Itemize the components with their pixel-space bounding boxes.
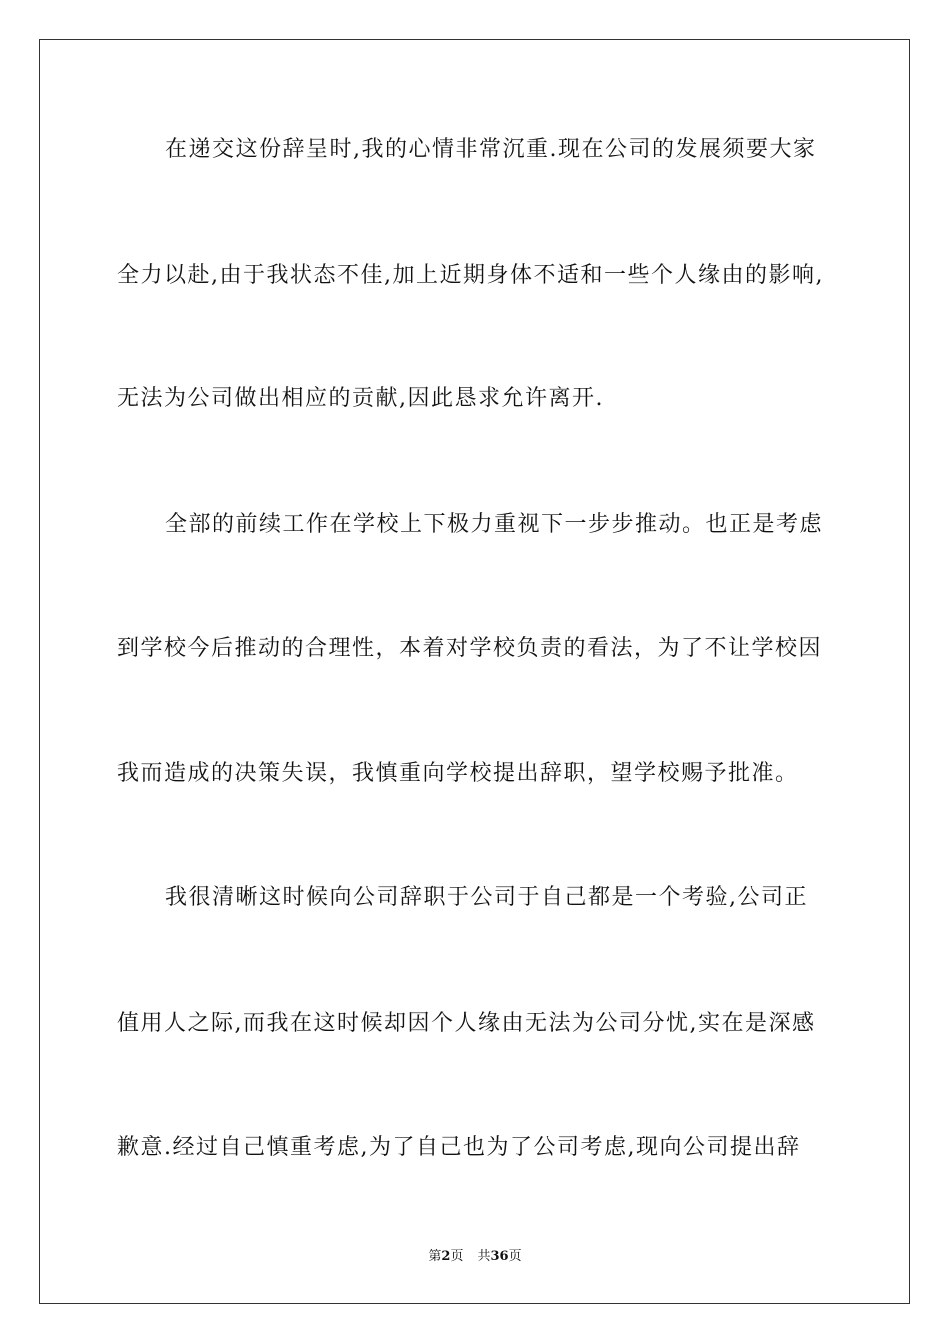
- paragraph-2-line-1: 全部的前续工作在学校上下极力重视下一步步推动。也正是考虑: [165, 512, 824, 537]
- paragraph-1-line-1: 在递交这份辞呈时,我的心情非常沉重.现在公司的发展须要大家: [165, 137, 817, 162]
- paragraph-3-line-1: 我很清晰这时候向公司辞职于公司于自己都是一个考验,公司正: [165, 885, 808, 910]
- paragraph-1-line-2: 全力以赴,由于我状态不佳,加上近期身体不适和一些个人缘由的影响,: [117, 263, 824, 288]
- paragraph-1-line-3: 无法为公司做出相应的贡献,因此恳求允许离开.: [117, 386, 604, 411]
- paragraph-3-line-2: 值用人之际,而我在这时候却因个人缘由无法为公司分忧,实在是深感: [117, 1011, 816, 1036]
- page-footer: [0, 1248, 950, 1266]
- page-border: [39, 39, 910, 1304]
- page-total: 共36页: [477, 1249, 522, 1264]
- paragraph-2-line-2: 到学校今后推动的合理性，本着对学校负责的看法，为了不让学校因: [117, 636, 823, 661]
- page-number: 第2页: [428, 1249, 464, 1264]
- paragraph-3-line-3: 歉意.经过自己慎重考虑,为了自己也为了公司考虑,现向公司提出辞: [117, 1135, 801, 1160]
- paragraph-2-line-3: 我而造成的决策失误，我慎重向学校提出辞职，望学校赐予批准。: [117, 761, 799, 786]
